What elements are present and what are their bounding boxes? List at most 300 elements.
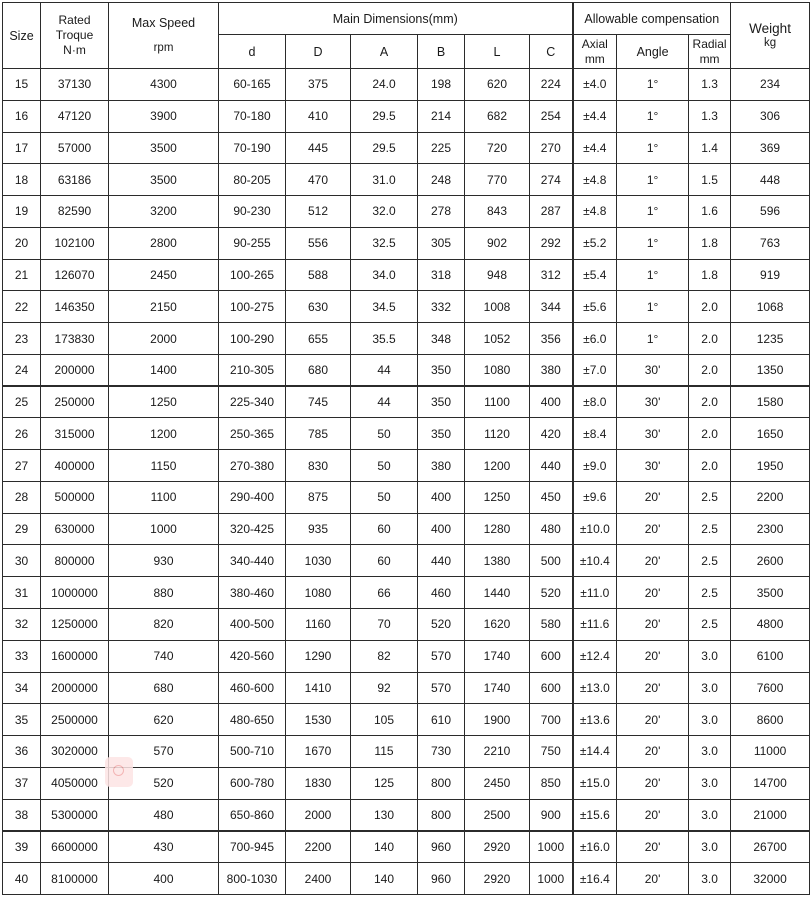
cell-dim-l: 1250 xyxy=(465,481,530,513)
table-row xyxy=(3,481,810,513)
cell-dim-l: 2500 xyxy=(465,799,530,831)
cell-angle: 1° xyxy=(617,132,689,164)
cell-dim-c: 1000 xyxy=(530,863,573,895)
cell-dim-l: 1440 xyxy=(465,577,530,609)
cell-max-speed: 680 xyxy=(109,672,219,704)
cell-dim-d-small: 270-380 xyxy=(219,450,286,482)
cell-dim-a: 34.0 xyxy=(351,259,418,291)
cell-max-speed: 480 xyxy=(109,799,219,831)
cell-radial: 2.5 xyxy=(689,545,731,577)
cell-radial: 3.0 xyxy=(689,831,731,863)
cell-rated-torque: 500000 xyxy=(41,481,109,513)
cell-size: 15 xyxy=(3,69,41,101)
cell-max-speed: 3900 xyxy=(109,100,219,132)
cell-weight: 32000 xyxy=(731,863,810,895)
cell-axial: ±16.4 xyxy=(573,863,617,895)
cell-axial: ±5.6 xyxy=(573,291,617,323)
cell-dim-c: 254 xyxy=(530,100,573,132)
header-axial xyxy=(573,35,617,69)
cell-dim-c: 356 xyxy=(530,323,573,355)
cell-dim-c: 700 xyxy=(530,704,573,736)
cell-weight: 14700 xyxy=(731,767,810,799)
cell-dim-d-large: 2400 xyxy=(286,863,351,895)
cell-axial: ±14.4 xyxy=(573,736,617,768)
table-row xyxy=(3,418,810,450)
cell-dim-d-small: 600-780 xyxy=(219,767,286,799)
cell-axial: ±15.6 xyxy=(573,799,617,831)
header-radial-unit: mm xyxy=(699,51,720,66)
cell-rated-torque: 250000 xyxy=(41,386,109,418)
cell-dim-a: 140 xyxy=(351,863,418,895)
cell-dim-b: 800 xyxy=(418,767,465,799)
cell-dim-l: 2210 xyxy=(465,736,530,768)
cell-rated-torque: 3020000 xyxy=(41,736,109,768)
header-max-speed-unit: rpm xyxy=(153,41,174,54)
cell-size: 21 xyxy=(3,259,41,291)
cell-dim-d-small: 225-340 xyxy=(219,386,286,418)
cell-radial: 3.0 xyxy=(689,640,731,672)
cell-radial: 3.0 xyxy=(689,672,731,704)
cell-rated-torque: 400000 xyxy=(41,450,109,482)
cell-axial: ±4.8 xyxy=(573,196,617,228)
cell-rated-torque: 315000 xyxy=(41,418,109,450)
cell-weight: 11000 xyxy=(731,736,810,768)
header-main-dimensions: Main Dimensions(mm) xyxy=(219,3,573,35)
cell-size: 18 xyxy=(3,164,41,196)
cell-dim-a: 44 xyxy=(351,354,418,386)
cell-angle: 1° xyxy=(617,291,689,323)
cell-weight: 2600 xyxy=(731,545,810,577)
cell-angle: 1° xyxy=(617,164,689,196)
header-axial-unit: mm xyxy=(584,51,605,66)
cell-radial: 1.6 xyxy=(689,196,731,228)
cell-dim-b: 248 xyxy=(418,164,465,196)
cell-dim-c: 600 xyxy=(530,640,573,672)
cell-dim-d-small: 210-305 xyxy=(219,354,286,386)
cell-angle: 20' xyxy=(617,831,689,863)
cell-dim-l: 720 xyxy=(465,132,530,164)
cell-dim-d-large: 745 xyxy=(286,386,351,418)
table-row xyxy=(3,704,810,736)
cell-size: 19 xyxy=(3,196,41,228)
cell-dim-d-small: 90-230 xyxy=(219,196,286,228)
table-row xyxy=(3,513,810,545)
table-row xyxy=(3,831,810,863)
cell-radial: 1.3 xyxy=(689,100,731,132)
cell-dim-a: 50 xyxy=(351,450,418,482)
cell-weight: 306 xyxy=(731,100,810,132)
cell-size: 24 xyxy=(3,354,41,386)
cell-dim-d-small: 90-255 xyxy=(219,227,286,259)
header-axial-label: Axial xyxy=(581,36,608,51)
cell-weight: 21000 xyxy=(731,799,810,831)
cell-dim-d-large: 1830 xyxy=(286,767,351,799)
cell-dim-d-small: 700-945 xyxy=(219,831,286,863)
cell-axial: ±10.0 xyxy=(573,513,617,545)
cell-axial: ±11.0 xyxy=(573,577,617,609)
cell-dim-d-large: 935 xyxy=(286,513,351,545)
cell-weight: 2200 xyxy=(731,481,810,513)
cell-dim-c: 400 xyxy=(530,386,573,418)
cell-radial: 3.0 xyxy=(689,704,731,736)
cell-size: 34 xyxy=(3,672,41,704)
cell-dim-c: 224 xyxy=(530,69,573,101)
cell-dim-d-small: 290-400 xyxy=(219,481,286,513)
cell-dim-d-large: 630 xyxy=(286,291,351,323)
cell-rated-torque: 173830 xyxy=(41,323,109,355)
cell-dim-b: 610 xyxy=(418,704,465,736)
cell-size: 35 xyxy=(3,704,41,736)
cell-axial: ±9.0 xyxy=(573,450,617,482)
cell-dim-b: 520 xyxy=(418,609,465,641)
cell-rated-torque: 2000000 xyxy=(41,672,109,704)
table-row xyxy=(3,386,810,418)
cell-dim-b: 400 xyxy=(418,513,465,545)
cell-dim-l: 682 xyxy=(465,100,530,132)
cell-size: 29 xyxy=(3,513,41,545)
cell-radial: 1.4 xyxy=(689,132,731,164)
cell-dim-d-small: 80-205 xyxy=(219,164,286,196)
cell-max-speed: 740 xyxy=(109,640,219,672)
cell-dim-d-small: 100-265 xyxy=(219,259,286,291)
cell-dim-c: 1000 xyxy=(530,831,573,863)
cell-dim-d-large: 1290 xyxy=(286,640,351,672)
cell-max-speed: 570 xyxy=(109,736,219,768)
cell-size: 23 xyxy=(3,323,41,355)
header-dim-a: A xyxy=(351,35,418,69)
cell-dim-b: 960 xyxy=(418,863,465,895)
table-row xyxy=(3,164,810,196)
cell-angle: 30' xyxy=(617,386,689,418)
header-radial-label: Radial xyxy=(692,36,727,51)
cell-radial: 2.5 xyxy=(689,609,731,641)
cell-weight: 1350 xyxy=(731,354,810,386)
cell-radial: 2.0 xyxy=(689,291,731,323)
cell-radial: 2.0 xyxy=(689,386,731,418)
cell-max-speed: 2000 xyxy=(109,323,219,355)
cell-dim-l: 2920 xyxy=(465,831,530,863)
header-row-1 xyxy=(3,3,810,35)
cell-dim-c: 274 xyxy=(530,164,573,196)
cell-rated-torque: 630000 xyxy=(41,513,109,545)
cell-dim-a: 32.0 xyxy=(351,196,418,228)
cell-axial: ±4.4 xyxy=(573,132,617,164)
table-row xyxy=(3,545,810,577)
cell-radial: 2.0 xyxy=(689,418,731,450)
cell-max-speed: 3500 xyxy=(109,132,219,164)
cell-dim-b: 198 xyxy=(418,69,465,101)
cell-angle: 20' xyxy=(617,545,689,577)
cell-max-speed: 400 xyxy=(109,863,219,895)
cell-radial: 1.5 xyxy=(689,164,731,196)
cell-dim-l: 1740 xyxy=(465,640,530,672)
cell-dim-b: 350 xyxy=(418,354,465,386)
cell-radial: 3.0 xyxy=(689,799,731,831)
table-row xyxy=(3,640,810,672)
cell-dim-a: 44 xyxy=(351,386,418,418)
cell-size: 31 xyxy=(3,577,41,609)
cell-max-speed: 930 xyxy=(109,545,219,577)
cell-weight: 919 xyxy=(731,259,810,291)
cell-dim-d-large: 556 xyxy=(286,227,351,259)
header-max-speed xyxy=(109,3,219,69)
cell-size: 36 xyxy=(3,736,41,768)
cell-dim-l: 770 xyxy=(465,164,530,196)
cell-dim-c: 440 xyxy=(530,450,573,482)
cell-rated-torque: 146350 xyxy=(41,291,109,323)
cell-radial: 1.3 xyxy=(689,69,731,101)
cell-dim-c: 850 xyxy=(530,767,573,799)
cell-dim-b: 350 xyxy=(418,418,465,450)
cell-dim-l: 1100 xyxy=(465,386,530,418)
cell-max-speed: 4300 xyxy=(109,69,219,101)
cell-dim-a: 32.5 xyxy=(351,227,418,259)
cell-dim-d-small: 420-560 xyxy=(219,640,286,672)
cell-max-speed: 1250 xyxy=(109,386,219,418)
cell-angle: 1° xyxy=(617,227,689,259)
cell-angle: 30' xyxy=(617,354,689,386)
cell-angle: 1° xyxy=(617,259,689,291)
header-radial xyxy=(689,35,731,69)
cell-dim-d-small: 100-275 xyxy=(219,291,286,323)
cell-rated-torque: 2500000 xyxy=(41,704,109,736)
cell-max-speed: 1150 xyxy=(109,450,219,482)
cell-max-speed: 2150 xyxy=(109,291,219,323)
cell-weight: 7600 xyxy=(731,672,810,704)
cell-dim-d-small: 340-440 xyxy=(219,545,286,577)
cell-dim-l: 948 xyxy=(465,259,530,291)
cell-weight: 6100 xyxy=(731,640,810,672)
cell-weight: 8600 xyxy=(731,704,810,736)
cell-dim-d-large: 512 xyxy=(286,196,351,228)
cell-rated-torque: 200000 xyxy=(41,354,109,386)
cell-dim-a: 82 xyxy=(351,640,418,672)
cell-radial: 2.0 xyxy=(689,354,731,386)
cell-angle: 1° xyxy=(617,323,689,355)
cell-max-speed: 1200 xyxy=(109,418,219,450)
header-weight-label: Weight xyxy=(749,20,791,36)
header-allowable-compensation: Allowable compensation xyxy=(573,3,731,35)
cell-dim-b: 570 xyxy=(418,672,465,704)
cell-radial: 2.0 xyxy=(689,323,731,355)
cell-dim-l: 1008 xyxy=(465,291,530,323)
cell-max-speed: 2450 xyxy=(109,259,219,291)
cell-dim-c: 480 xyxy=(530,513,573,545)
cell-rated-torque: 1000000 xyxy=(41,577,109,609)
cell-axial: ±11.6 xyxy=(573,609,617,641)
cell-dim-a: 29.5 xyxy=(351,100,418,132)
cell-rated-torque: 1250000 xyxy=(41,609,109,641)
table-row xyxy=(3,577,810,609)
cell-dim-c: 287 xyxy=(530,196,573,228)
cell-dim-a: 125 xyxy=(351,767,418,799)
table-row xyxy=(3,100,810,132)
cell-dim-d-large: 445 xyxy=(286,132,351,164)
cell-dim-b: 400 xyxy=(418,481,465,513)
cell-dim-d-small: 380-460 xyxy=(219,577,286,609)
cell-dim-a: 66 xyxy=(351,577,418,609)
cell-weight: 369 xyxy=(731,132,810,164)
cell-dim-d-large: 588 xyxy=(286,259,351,291)
cell-dim-b: 460 xyxy=(418,577,465,609)
cell-weight: 1068 xyxy=(731,291,810,323)
header-max-speed-label: Max Speed xyxy=(131,15,196,30)
cell-axial: ±9.6 xyxy=(573,481,617,513)
cell-weight: 1580 xyxy=(731,386,810,418)
cell-rated-torque: 47120 xyxy=(41,100,109,132)
cell-dim-l: 843 xyxy=(465,196,530,228)
cell-dim-d-large: 1410 xyxy=(286,672,351,704)
table-row xyxy=(3,196,810,228)
cell-dim-a: 31.0 xyxy=(351,164,418,196)
cell-dim-b: 440 xyxy=(418,545,465,577)
cell-angle: 20' xyxy=(617,799,689,831)
cell-dim-l: 1120 xyxy=(465,418,530,450)
cell-angle: 20' xyxy=(617,767,689,799)
cell-size: 33 xyxy=(3,640,41,672)
cell-axial: ±13.6 xyxy=(573,704,617,736)
cell-dim-d-large: 830 xyxy=(286,450,351,482)
cell-rated-torque: 6600000 xyxy=(41,831,109,863)
cell-weight: 26700 xyxy=(731,831,810,863)
table-row xyxy=(3,672,810,704)
cell-dim-c: 600 xyxy=(530,672,573,704)
cell-radial: 3.0 xyxy=(689,863,731,895)
cell-dim-c: 500 xyxy=(530,545,573,577)
cell-dim-b: 318 xyxy=(418,259,465,291)
cell-dim-c: 450 xyxy=(530,481,573,513)
cell-dim-l: 1620 xyxy=(465,609,530,641)
cell-angle: 30' xyxy=(617,418,689,450)
table-row xyxy=(3,69,810,101)
cell-axial: ±5.4 xyxy=(573,259,617,291)
cell-dim-d-large: 1080 xyxy=(286,577,351,609)
cell-dim-b: 332 xyxy=(418,291,465,323)
cell-size: 38 xyxy=(3,799,41,831)
cell-dim-d-small: 650-860 xyxy=(219,799,286,831)
cell-dim-d-large: 2000 xyxy=(286,799,351,831)
cell-dim-c: 380 xyxy=(530,354,573,386)
cell-dim-b: 800 xyxy=(418,799,465,831)
table-row xyxy=(3,227,810,259)
header-dim-b: B xyxy=(418,35,465,69)
header-rated-torque-line1: Rated xyxy=(58,13,91,27)
cell-max-speed: 1000 xyxy=(109,513,219,545)
cell-dim-d-large: 785 xyxy=(286,418,351,450)
cell-radial: 1.8 xyxy=(689,259,731,291)
header-weight xyxy=(731,3,810,69)
cell-radial: 2.5 xyxy=(689,513,731,545)
cell-dim-d-small: 250-365 xyxy=(219,418,286,450)
cell-size: 32 xyxy=(3,609,41,641)
cell-dim-d-small: 60-165 xyxy=(219,69,286,101)
cell-rated-torque: 63186 xyxy=(41,164,109,196)
cell-size: 17 xyxy=(3,132,41,164)
cell-angle: 1° xyxy=(617,196,689,228)
cell-axial: ±15.0 xyxy=(573,767,617,799)
cell-rated-torque: 102100 xyxy=(41,227,109,259)
cell-dim-c: 420 xyxy=(530,418,573,450)
cell-max-speed: 1400 xyxy=(109,354,219,386)
cell-axial: ±16.0 xyxy=(573,831,617,863)
header-rated-torque-unit: N·m xyxy=(63,43,86,57)
cell-weight: 1235 xyxy=(731,323,810,355)
cell-axial: ±5.2 xyxy=(573,227,617,259)
cell-dim-d-small: 480-650 xyxy=(219,704,286,736)
cell-radial: 2.0 xyxy=(689,450,731,482)
cell-max-speed: 620 xyxy=(109,704,219,736)
cell-size: 37 xyxy=(3,767,41,799)
cell-dim-d-small: 100-290 xyxy=(219,323,286,355)
cell-max-speed: 3500 xyxy=(109,164,219,196)
cell-angle: 20' xyxy=(617,863,689,895)
cell-dim-d-large: 680 xyxy=(286,354,351,386)
table-row xyxy=(3,259,810,291)
cell-radial: 3.0 xyxy=(689,736,731,768)
cell-axial: ±8.0 xyxy=(573,386,617,418)
cell-angle: 20' xyxy=(617,640,689,672)
cell-dim-a: 24.0 xyxy=(351,69,418,101)
cell-dim-d-large: 875 xyxy=(286,481,351,513)
cell-angle: 20' xyxy=(617,609,689,641)
cell-dim-l: 1200 xyxy=(465,450,530,482)
cell-dim-l: 1052 xyxy=(465,323,530,355)
cell-dim-a: 130 xyxy=(351,799,418,831)
search-icon[interactable] xyxy=(105,757,133,787)
cell-weight: 1950 xyxy=(731,450,810,482)
cell-axial: ±10.4 xyxy=(573,545,617,577)
cell-dim-a: 60 xyxy=(351,545,418,577)
cell-dim-b: 570 xyxy=(418,640,465,672)
header-rated-torque-line2: Troque xyxy=(55,28,94,42)
table-row xyxy=(3,291,810,323)
cell-dim-c: 750 xyxy=(530,736,573,768)
header-weight-unit: kg xyxy=(763,36,777,49)
cell-size: 30 xyxy=(3,545,41,577)
cell-rated-torque: 8100000 xyxy=(41,863,109,895)
table-row xyxy=(3,132,810,164)
cell-rated-torque: 37130 xyxy=(41,69,109,101)
table-row xyxy=(3,450,810,482)
cell-dim-b: 730 xyxy=(418,736,465,768)
cell-dim-c: 292 xyxy=(530,227,573,259)
cell-dim-b: 380 xyxy=(418,450,465,482)
cell-dim-d-small: 500-710 xyxy=(219,736,286,768)
cell-dim-d-small: 70-190 xyxy=(219,132,286,164)
cell-dim-d-small: 800-1030 xyxy=(219,863,286,895)
header-dim-d-large: D xyxy=(286,35,351,69)
cell-dim-c: 312 xyxy=(530,259,573,291)
cell-radial: 2.5 xyxy=(689,481,731,513)
cell-axial: ±8.4 xyxy=(573,418,617,450)
cell-dim-a: 29.5 xyxy=(351,132,418,164)
cell-rated-torque: 1600000 xyxy=(41,640,109,672)
header-size: Size xyxy=(3,3,41,69)
cell-dim-d-small: 70-180 xyxy=(219,100,286,132)
cell-dim-a: 70 xyxy=(351,609,418,641)
cell-dim-l: 1080 xyxy=(465,354,530,386)
cell-dim-l: 1380 xyxy=(465,545,530,577)
cell-dim-b: 348 xyxy=(418,323,465,355)
cell-radial: 2.5 xyxy=(689,577,731,609)
cell-rated-torque: 57000 xyxy=(41,132,109,164)
cell-dim-l: 902 xyxy=(465,227,530,259)
cell-size: 27 xyxy=(3,450,41,482)
cell-dim-d-large: 1670 xyxy=(286,736,351,768)
cell-weight: 448 xyxy=(731,164,810,196)
cell-angle: 30' xyxy=(617,450,689,482)
cell-dim-a: 35.5 xyxy=(351,323,418,355)
